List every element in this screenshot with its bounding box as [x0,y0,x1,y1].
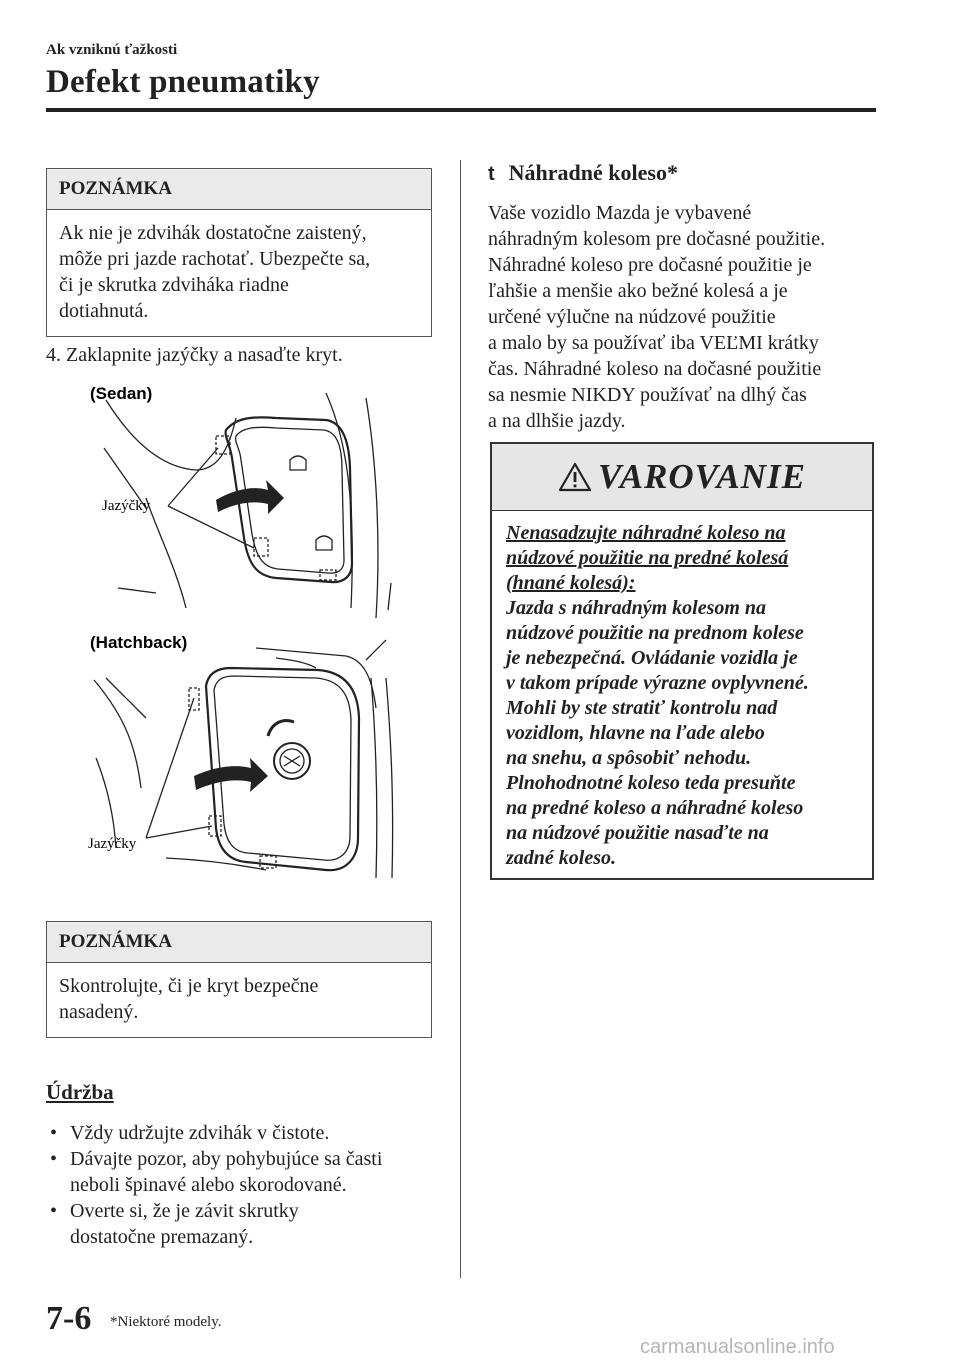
maintenance-heading: Údržba [46,1080,114,1104]
cover-illustration [46,378,446,888]
note-line: nasadený. [59,1001,139,1023]
note-box-1 [46,168,432,337]
column-divider [460,160,461,1278]
note-line: dotiahnutá. [59,300,149,322]
cover-illustration-svg [46,378,446,888]
spare-wheel-text: Vaše vozidlo Mazda je vybavené náhradným kolesom pre dočasné použitie. Náhradné koleso pre dočasné použitie je ľahšie a menšie ako bežné kolesá a je určené výlučne na núdzové použitie a malo by sa používať iba VEĽMI krátky čas. Náhradné koleso na dočasné použitie sa nesmie NIKDY používať na dlhý čas a na dlhšie jazdy. [488,202,826,432]
warning-header [492,444,872,511]
note-line: Skontrolujte, či je kryt bezpečne [59,975,319,997]
note-box-2 [46,921,432,1038]
section-marker: t [488,163,495,185]
note-body [47,963,431,1037]
hatchback-label: Jazýčky [88,836,137,852]
note-heading: POZNÁMKA [47,169,431,210]
header-rule [46,108,876,112]
warning-box [490,442,874,880]
watermark: carmanualsonline.info [640,1336,835,1358]
warning-title: VAROVANIE [597,457,807,496]
maintenance-list [46,1120,446,1250]
page-title: Defekt pneumatiky [46,64,320,100]
warning-body: Nenasadzujte náhradné koleso na núdzové použitie na predné kolesá (hnané kolesá): Jazda s náhradným kolesom na núdzové použitie na prednom kolese je nebezpečná. Ovládanie vozidla je v takom prípade výrazne ovplyvnené. Mohli by ste stratiť kontrolu nad vozidlom, hlavne na ľade alebo na snehu, a spôsobiť nehodu. Plnohodnotné koleso teda presuňte na predné koleso a náhradné koleso na núdzové použitie nasaďte na zadné koleso. [506,522,809,869]
sedan-label: Jazýčky [102,498,151,514]
note-body [47,210,431,336]
list-item: • Vždy udržujte zdvihák v čistote. [50,1122,330,1144]
note-line: či je skrutka zdviháka riadne [59,274,289,296]
footnote: *Niektoré modely. [110,1314,222,1330]
hatchback-caption: (Hatchback) [90,633,188,652]
warning-triangle-icon [558,462,592,492]
list-item: • Overte si, že je závit skrutky dostatočne premazaný. [50,1200,299,1248]
section-title: Ak vzniknú ťažkosti [46,42,178,58]
list-item: • Dávajte pozor, aby pohybujúce sa časti neboli špinavé alebo skorodované. [50,1148,383,1196]
note-heading: POZNÁMKA [47,922,431,963]
step-4: 4. Zaklapnite jazýčky a nasaďte kryt. [46,344,343,366]
page-number: 7-6 [46,1300,92,1337]
sedan-caption: (Sedan) [90,384,153,403]
note-line: Ak nie je zdvihák dostatočne zaistený, [59,222,367,244]
note-line: môže pri jazde rachotať. Ubezpečte sa, [59,248,371,270]
spare-wheel-heading: t Náhradné koleso* [488,160,678,185]
